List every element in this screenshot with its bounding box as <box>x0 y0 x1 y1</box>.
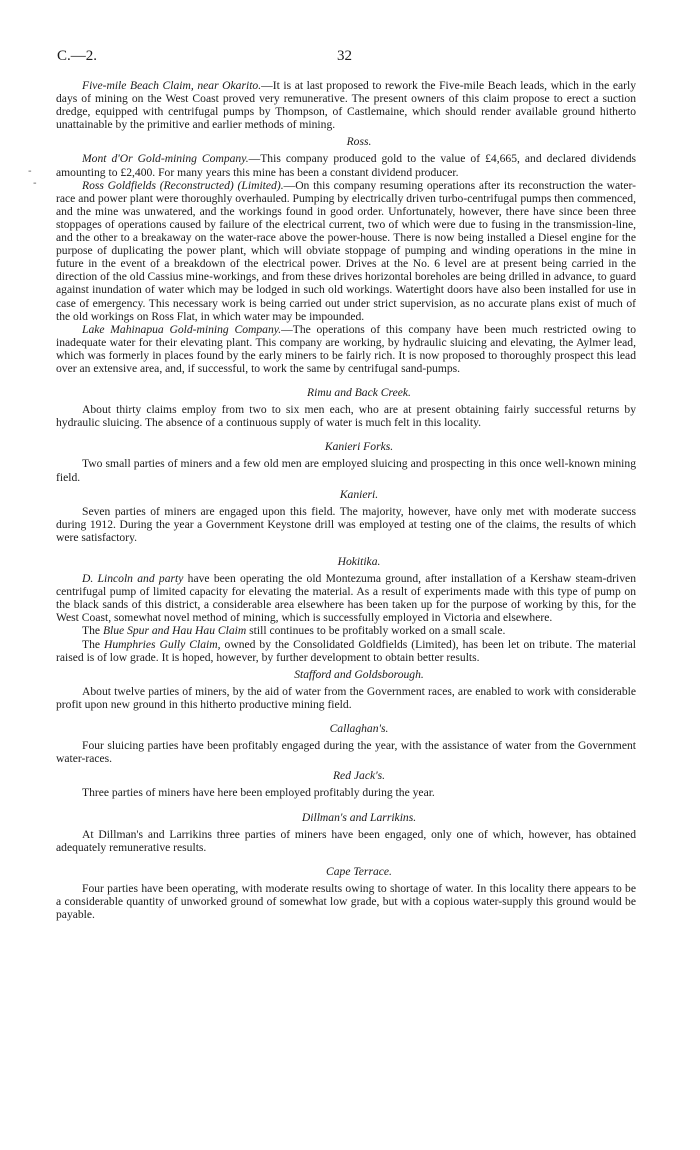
section-heading: Stafford and Goldsborough. <box>294 667 424 681</box>
paragraph: About thirty claims employ from two to six men each, who are at present obtaining fairly successful returns by hydraulic sluicing. The absence of a continuous supply of water is much felt in this locality. <box>56 403 636 430</box>
company-name: Ross Goldfields (Reconstructed) (Limited). <box>82 178 284 192</box>
paragraph-text: still continues to be profitably worked on a small scale. <box>246 624 506 638</box>
company-name: Mont d'Or Gold-mining Company. <box>82 152 249 166</box>
page-number: 32 <box>337 48 352 64</box>
section-heading: Kanieri Forks. <box>324 440 394 454</box>
paragraph-text: have been operating the old Montezuma ground, after installation of a Kershaw steam-driven centrifugal pump of limited capacity for elevating the material. As a result of experiments made with this type of pump on the black sands of this district, a considerable area elsewhere has been taken up for the purpose of working by this, for the West Coast, somewhat novel method of mining, which is successfully employed in Victoria and elsewhere. <box>56 572 636 625</box>
paragraph: Four sluicing parties have been profitably engaged during the year, with the assistance of water from the Government water-races. <box>56 739 636 766</box>
paragraph-text: —The operations of this company have been much restricted owing to inadequate water for their elevating plant. This company are working, by hydraulic sluicing and elevating, the Aylmer lead, which was formerly in places found by the early miners to be fairly rich. It is now proposed to thoroughly prospect this lead over an extensive area, and, if successful, to work the same by centrifugal sand-pumps. <box>56 322 636 375</box>
paragraph <box>56 323 636 375</box>
paragraph <box>56 79 636 131</box>
paragraph-text: The <box>82 624 103 638</box>
paragraph <box>56 152 636 178</box>
paragraph <box>56 638 636 664</box>
party-name: D. Lincoln and party <box>82 572 184 586</box>
section-heading: Cape Terrace. <box>326 864 392 878</box>
section-heading: Hokitika. <box>337 555 381 568</box>
section-heading: Red Jack's. <box>332 769 386 783</box>
paragraph-text: owned by the Consolidated Goldfields (Limited), has been let on tribute. The material raised is of low grade. It is hoped, however, by further development to obtain better results. <box>56 637 636 664</box>
section-heading: Dillman's and Larrikins. <box>301 810 417 824</box>
section-heading: Rimu and Back Creek. <box>307 386 411 400</box>
paragraph: Two small parties of miners and a few old men are employed sluicing and prospecting in this once well-known mining field. <box>56 457 636 484</box>
paragraph: Three parties of miners have here been employed profitably during the year. <box>82 786 435 800</box>
section-heading: Ross. <box>346 135 372 149</box>
paragraph: Seven parties of miners are engaged upon this field. The majority, however, have only met with moderate success during 1912. During the year a Government Keystone drill was employed at testing one of the claims, the results of which were satisfactory. <box>56 504 636 544</box>
claim-name: Blue Spur and Hau Hau Claim <box>102 624 247 638</box>
paragraph <box>56 572 636 624</box>
margin-mark: - <box>33 178 37 189</box>
paragraph-text: —This company produced gold to the value of £4,665, and declared dividends amounting to £2,400. For many years this mine has been a constant dividend producer. <box>56 152 636 179</box>
company-name: Lake Mahinapua Gold-mining Company. <box>82 322 282 336</box>
paragraph <box>56 179 636 323</box>
paragraph: At Dillman's and Larrikins three parties of miners have been engaged, only one of which, however, has obtained adequately remunerative results. <box>56 827 636 854</box>
section-heading: Callaghan's. <box>329 722 389 736</box>
paragraph <box>56 624 636 637</box>
paragraph: Four parties have been operating, with moderate results owing to shortage of water. In this locality there appears to be a considerable quantity of unworked ground of somewhat low grade, but with a copious water-supply this ground would be payable. <box>56 881 636 922</box>
document-body <box>56 79 636 921</box>
paragraph: About twelve parties of miners, by the aid of water from the Government races, are enabled to work with considerable profit upon new ground in this hitherto productive mining field. <box>56 684 636 711</box>
claim-name: Five-mile Beach Claim, near Okarito. <box>82 79 262 92</box>
paragraph-text: The <box>82 637 105 651</box>
section-code: C.—2. <box>57 48 98 64</box>
claim-name: Humphries Gully Claim, <box>104 637 221 651</box>
margin-mark: - <box>28 166 32 177</box>
section-heading: Kanieri. <box>339 487 379 501</box>
paragraph-text: —On this company resuming operations after its reconstruction the water-race and power plant were thoroughly overhauled. Pumping by electrically driven turbo-centrifugal pumps then commenced, and the mine was unwatered, and the workings found in good order. Unfortunately, however, there have since been three stoppages of operations caused by failure of the electrical current, two of which were due to fusing in the transmission-line, and the other to a breakaway on the water-race above the power-house. There is now being installed a Diesel engine for the purpose of duplicating the power plant, which will obviate stoppage of pumping and winding operations in the mine in future in the event of a breakdown of the electrical power. Drives at the No. 6 level are at present being carried in the direction of the old Cassius mine-workings, and from these drives horizontal boreholes are being drilled in advance, to guard against inundation of water which may be lodged in such old workings. Watertight doors have also been installed for use in case of emergency. This necessary work is being carried out under strict supervision, as no accurate plans exist of much of the old workings on Ross Flat, in which water may be impounded. <box>56 178 636 323</box>
paragraph-text: —It is at last proposed to rework the Five-mile Beach leads, which in the early days of mining on the West Coast proved very remunerative. The present owners of this claim propose to erect a suction dredge, equipped with centrifugal pumps by Thompson, of Castlemaine, which should render available ground hitherto unattainable by the primitive and earlier methods of mining. <box>56 79 636 132</box>
